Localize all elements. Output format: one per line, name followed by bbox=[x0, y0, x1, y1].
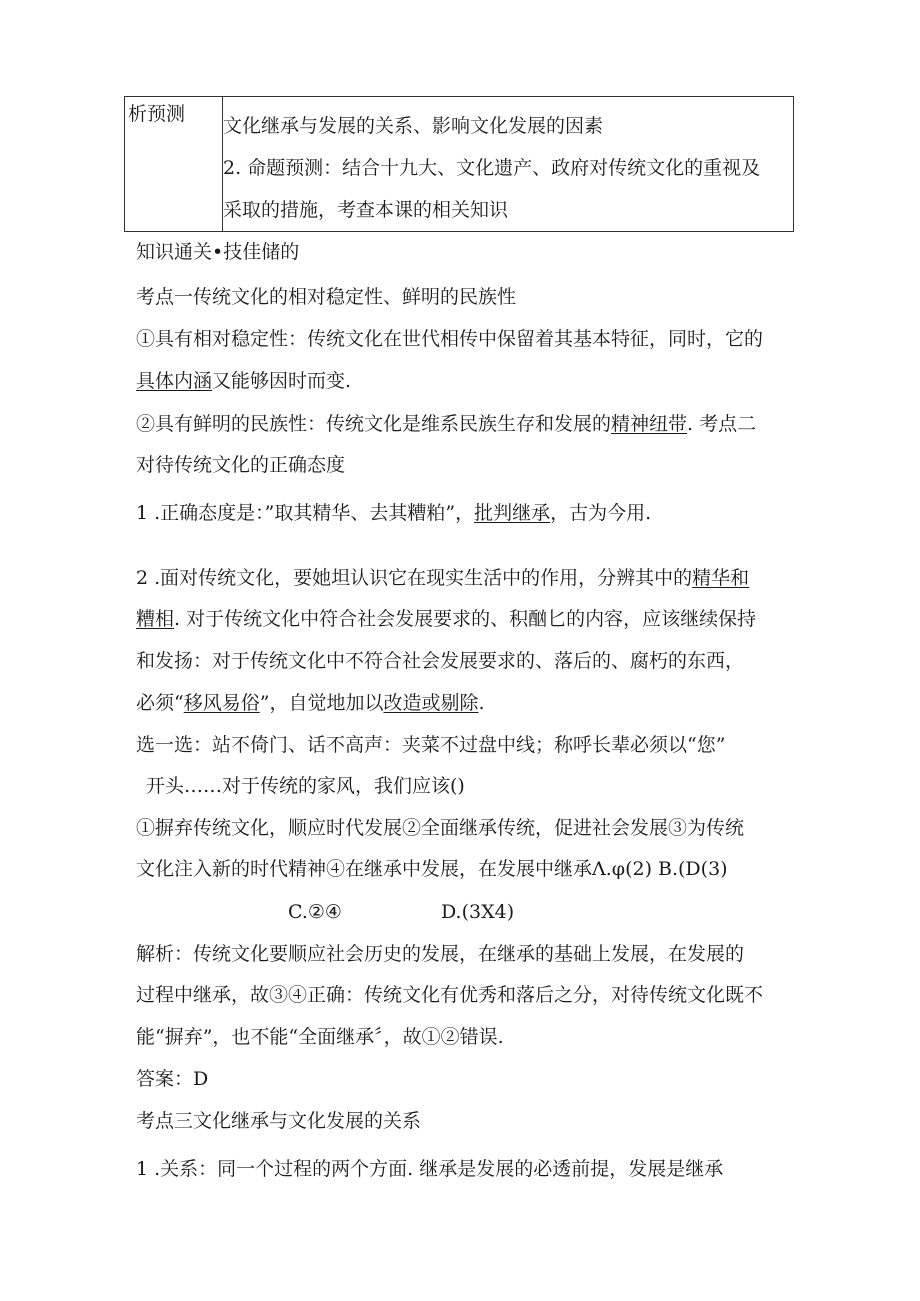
key-term-underlined: 具体内涵 bbox=[136, 370, 213, 392]
table-left-label: 析预测 bbox=[128, 103, 186, 125]
kp2-title: 对待传统文化的正确态度 bbox=[136, 454, 346, 476]
kp1-para1-rest: 又能够因时而变. bbox=[212, 370, 352, 392]
kp1-para2-text: ②具有鲜明的民族性：传统文化是维系民族生存和发展的 bbox=[136, 413, 612, 435]
key-term-underlined: 糟相 bbox=[136, 608, 175, 630]
kp2-item2-line4-pre: 必须“ bbox=[136, 692, 184, 714]
kp1-para1-line1: ①具有相对稳定性：传统文化在世代相传中保留着其基本特征，同时，它的 bbox=[136, 328, 764, 350]
quiz-options-line2: 文化注入新的时代精神④在继承中发展，在发展中继承Λ.φ(2) B.(D(3) bbox=[136, 858, 728, 880]
quiz-option-d: D.(3X4) bbox=[441, 901, 515, 923]
kp2-item2-line4 bbox=[136, 689, 485, 717]
key-term-underlined: 移风易俗 bbox=[183, 692, 260, 714]
key-term-underlined: 改造或剔除 bbox=[383, 692, 479, 714]
section-header: 知识通关•技佳储的 bbox=[136, 241, 300, 263]
key-term-underlined: 精华和 bbox=[692, 567, 750, 589]
table-line-3: 采取的措施，考查本课的相关知识 bbox=[223, 199, 509, 221]
kp3-line1: 1 .关系：同一个过程的两个方面. 继承是发展的必透前提，发展是继承 bbox=[136, 1158, 724, 1180]
kp2-item1-rest: ，古为今用. bbox=[550, 502, 652, 524]
kp2-item2-line2 bbox=[136, 605, 756, 633]
kp1-para2-line1 bbox=[136, 410, 756, 438]
quiz-options-line1: ①摒弃传统文化，顺应时代发展②全面继承传统，促进社会发展③为传统 bbox=[136, 817, 745, 839]
key-term-underlined: 精神纽带 bbox=[611, 413, 688, 435]
kp2-item2-line4-end: . bbox=[478, 692, 485, 714]
quiz-option-c: C.②④ bbox=[288, 901, 342, 923]
kp2-item2-line1 bbox=[136, 564, 749, 592]
table-line-1: 文化继承与发展的关系、影响文化发展的因素 bbox=[223, 115, 604, 137]
kp1-para1-line2 bbox=[136, 367, 351, 395]
quiz-analysis-line3: 能“摒弃”，也不能“全面继承〞，故①②错误. bbox=[136, 1026, 504, 1048]
table-line-2: 2. 命题预测：结合十九大、文化遗产、政府对传统文化的重视及 bbox=[223, 157, 761, 179]
header-table bbox=[124, 96, 794, 232]
kp1-para2-rest: . 考点二 bbox=[687, 413, 757, 435]
kp3-title: 考点三文化继承与文化发展的关系 bbox=[136, 1110, 422, 1132]
kp2-item2-line3: 和发扬：对于传统文化中不符合社会发展要求的、落后的、腐朽的东西， bbox=[136, 650, 745, 672]
quiz-analysis-line1: 解析：传统文化要顺应社会历史的发展，在继承的基础上发展，在发展的 bbox=[136, 943, 745, 965]
table-label-cell bbox=[125, 97, 223, 232]
table-content-cell bbox=[223, 97, 794, 232]
kp2-item2-text: 2 .面对传统文化，要她坦认识它在现实生活中的作用，分辨其中的 bbox=[136, 567, 693, 589]
kp2-item2-line4-mid: ”，自觉地加以 bbox=[259, 692, 384, 714]
kp2-item1-text: 1 .正确态度是：”取其精华、去其糟粕”， bbox=[136, 502, 475, 524]
kp1-title: 考点一传统文化的相对稳定性、鲜明的民族性 bbox=[136, 286, 517, 308]
quiz-question-line2: 开头……对于传统的家风，我们应该() bbox=[146, 775, 465, 797]
quiz-question-line1: 选一选：站不倚门、话不高声：夹菜不过盘中线；称呼长辈必须以“您” bbox=[136, 734, 726, 756]
key-term-underlined: 批判继承 bbox=[474, 502, 551, 524]
kp2-item1 bbox=[136, 499, 651, 527]
quiz-analysis-line2: 过程中继承，故③④正确：传统文化有优秀和落后之分，对待传统文化既不 bbox=[136, 984, 764, 1006]
quiz-answer: 答案：D bbox=[136, 1068, 209, 1090]
kp2-item2-line2-rest: . 对于传统文化中符合社会发展要求的、积酗匕的内容，应该继续保持 bbox=[174, 608, 757, 630]
